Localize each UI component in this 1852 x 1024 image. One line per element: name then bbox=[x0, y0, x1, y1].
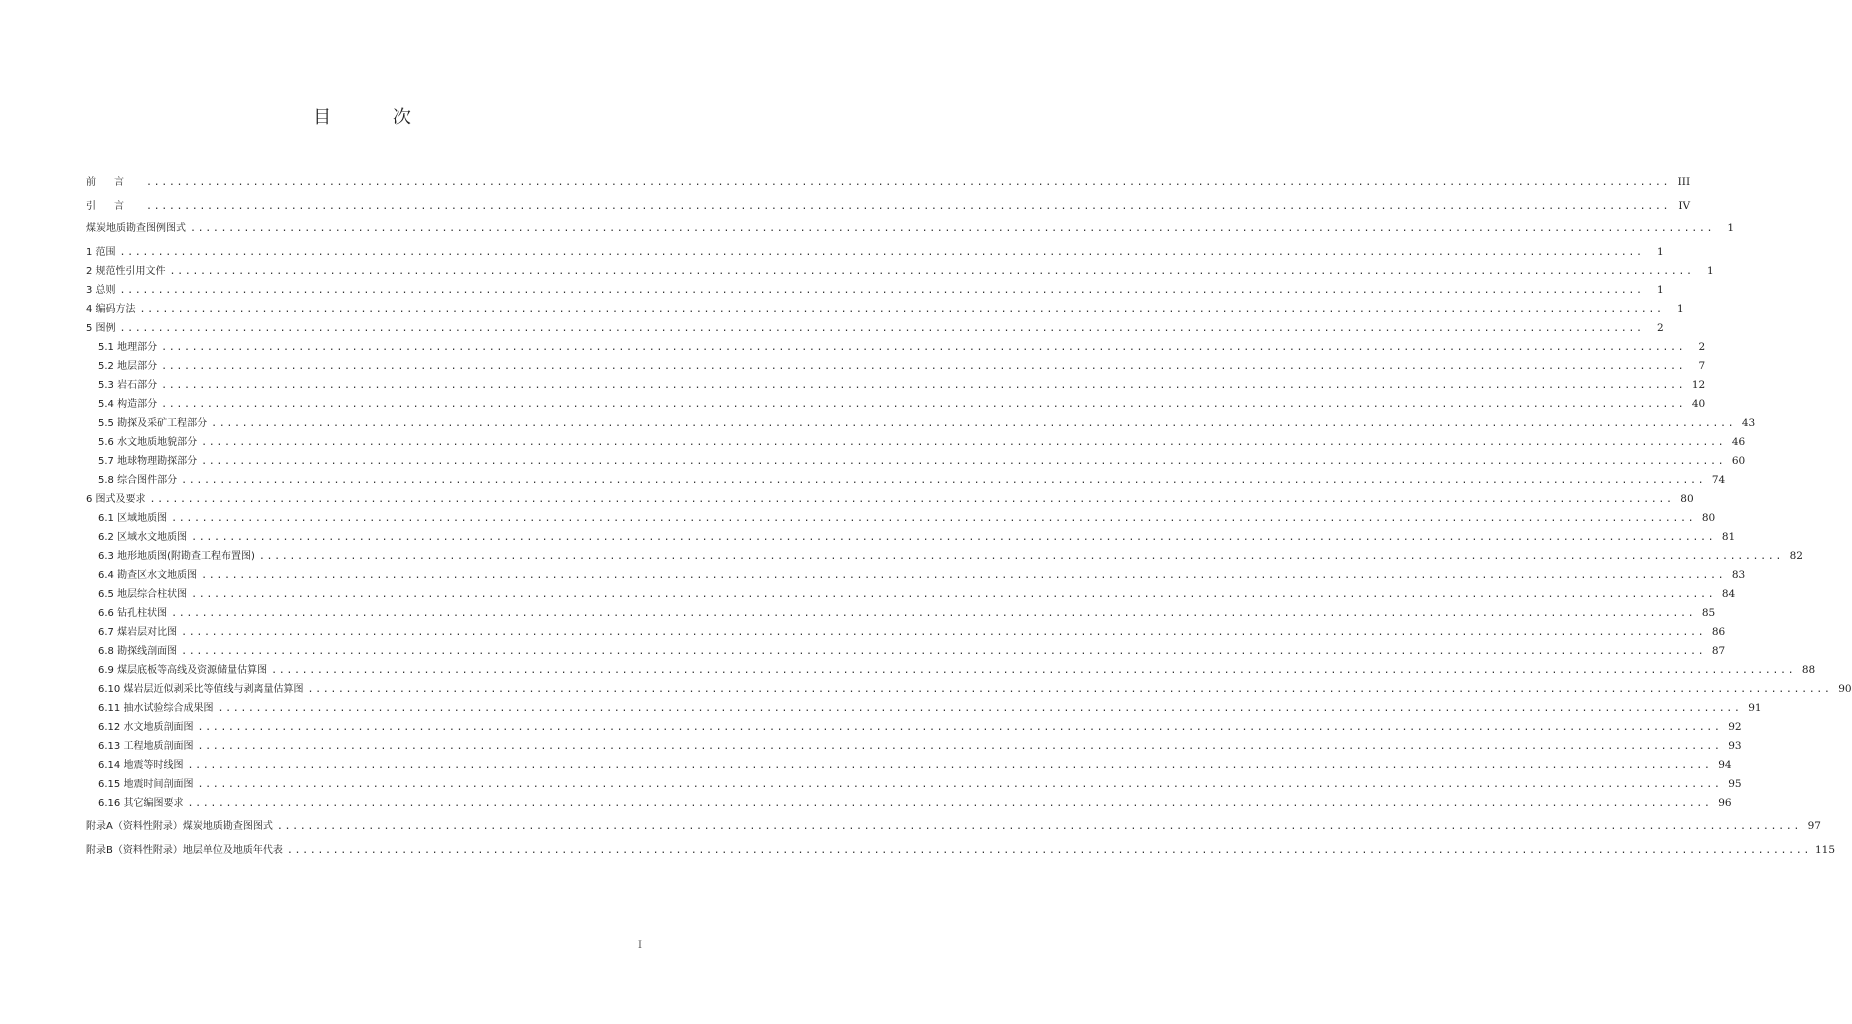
toc-entry[interactable] bbox=[86, 196, 1691, 212]
toc-entry[interactable] bbox=[86, 337, 1706, 353]
toc-entry-page: 2 bbox=[1656, 322, 1664, 334]
toc-leader-dots: ........................................................................................................................................................................................................ bbox=[181, 646, 1706, 657]
toc-entry-page: IV bbox=[1678, 200, 1691, 212]
toc-entry-page: 94 bbox=[1718, 759, 1732, 771]
toc-entry-label: 6.5 地层综合柱状图 bbox=[98, 589, 188, 600]
toc-leader-dots: ........................................................................................................................................................................................................ bbox=[187, 760, 1712, 771]
toc-entry[interactable] bbox=[86, 793, 1732, 809]
toc-entry-page: 1 bbox=[1656, 284, 1664, 296]
toc-leader-dots: ........................................................................................................................................................................................................ bbox=[169, 266, 1694, 277]
toc-entry-page: 85 bbox=[1701, 607, 1716, 619]
toc-entry-page: 60 bbox=[1731, 455, 1746, 467]
toc-entry-page: 96 bbox=[1718, 797, 1732, 809]
toc-entry-label: 3 总则 bbox=[86, 285, 116, 296]
toc-entry[interactable] bbox=[86, 527, 1736, 543]
toc-entry-page: 81 bbox=[1721, 531, 1736, 543]
toc-entry-label: 5.7 地球物理勘探部分 bbox=[98, 456, 198, 467]
toc-entry-page: 40 bbox=[1691, 398, 1706, 410]
toc-leader-dots: ........................................................................................................................................................................................................ bbox=[286, 845, 1811, 856]
toc-leader-dots: ........................................................................................................................................................................................................ bbox=[181, 627, 1706, 638]
toc-leader-dots: ........................................................................................................................................................................................................ bbox=[171, 513, 1696, 524]
toc-entry[interactable] bbox=[86, 261, 1714, 277]
toc-entry[interactable] bbox=[86, 774, 1742, 790]
toc-entry-label: 6.1 区域地质图 bbox=[98, 513, 168, 524]
toc-entry-label: 6.2 区域水文地质图 bbox=[98, 532, 188, 543]
toc-entry-label: 6.3 地形地质图(附勘查工程布置图) bbox=[98, 551, 255, 562]
toc-entry[interactable] bbox=[86, 840, 1836, 856]
page-title: 目 次 bbox=[313, 107, 439, 128]
toc-entry-label: 5.1 地理部分 bbox=[98, 342, 158, 353]
toc-entry[interactable] bbox=[86, 698, 1762, 714]
toc-entry[interactable] bbox=[86, 356, 1706, 372]
toc-entry-label: 6.15 地震时间剖面图 bbox=[98, 779, 194, 790]
toc-leader-dots: ........................................................................................................................................................................................................ bbox=[187, 798, 1712, 809]
toc-entry[interactable] bbox=[86, 470, 1726, 486]
toc-entry[interactable] bbox=[86, 755, 1732, 771]
toc-entry-page: 1 bbox=[1706, 265, 1714, 277]
toc-leader-dots: ........................................................................................................................................................................................................ bbox=[258, 551, 1783, 562]
toc-leader-dots: ........................................................................................................................................................................................................ bbox=[119, 323, 1644, 334]
toc-entry[interactable] bbox=[86, 299, 1684, 315]
toc-entry-label: 6.12 水文地质剖面图 bbox=[98, 722, 194, 733]
toc-leader-dots: ........................................................................................................................................................................................................ bbox=[161, 342, 1686, 353]
toc-entry-page: 1 bbox=[1676, 303, 1684, 315]
toc-leader-dots: ........................................................................................................................................................................................................ bbox=[146, 177, 1671, 188]
toc-entry[interactable] bbox=[86, 218, 1735, 234]
toc-entry[interactable] bbox=[86, 565, 1746, 581]
toc-leader-dots: ........................................................................................................................................................................................................ bbox=[119, 247, 1644, 258]
toc-entry-page: 93 bbox=[1728, 740, 1742, 752]
toc-entry-page: 92 bbox=[1728, 721, 1742, 733]
toc-entry-page: 91 bbox=[1748, 702, 1762, 714]
toc-entry[interactable] bbox=[86, 717, 1742, 733]
toc-entry[interactable] bbox=[86, 318, 1664, 334]
toc-leader-dots: ........................................................................................................................................................................................................ bbox=[161, 399, 1686, 410]
toc-entry-page: 90 bbox=[1838, 683, 1852, 695]
toc-entry-label: 6.6 钻孔柱状图 bbox=[98, 608, 168, 619]
toc-leader-dots: ........................................................................................................................................................................................................ bbox=[197, 741, 1722, 752]
toc-leader-dots: ........................................................................................................................................................................................................ bbox=[146, 201, 1671, 212]
toc-leader-dots: ........................................................................................................................................................................................................ bbox=[276, 821, 1801, 832]
toc-entry-page: 1 bbox=[1727, 222, 1735, 234]
toc-entry[interactable] bbox=[86, 413, 1756, 429]
toc-entry[interactable] bbox=[86, 546, 1803, 562]
toc-entry[interactable] bbox=[86, 451, 1746, 467]
toc-entry-page: 7 bbox=[1698, 360, 1706, 372]
toc-leader-dots: ........................................................................................................................................................................................................ bbox=[191, 589, 1716, 600]
toc-entry-page: 83 bbox=[1731, 569, 1746, 581]
toc-leader-dots: ........................................................................................................................................................................................................ bbox=[171, 608, 1696, 619]
toc-entry-label: 附录B（资料性附录）地层单位及地质年代表 bbox=[86, 845, 283, 856]
toc-entry-page: 84 bbox=[1721, 588, 1736, 600]
toc-entry-label: 6.13 工程地质剖面图 bbox=[98, 741, 194, 752]
toc-entry[interactable] bbox=[86, 736, 1742, 752]
toc-entry[interactable] bbox=[86, 660, 1816, 676]
footer-page-number: I bbox=[638, 940, 642, 951]
toc-entry-label: 6.16 其它编图要求 bbox=[98, 798, 184, 809]
toc-entry-page: 95 bbox=[1728, 778, 1742, 790]
toc-entry-page: 1 bbox=[1656, 246, 1664, 258]
toc-leader-dots: ........................................................................................................................................................................................................ bbox=[307, 684, 1832, 695]
toc-entry-page: 80 bbox=[1680, 493, 1694, 505]
toc-entry-page: 88 bbox=[1801, 664, 1816, 676]
toc-entry-label: 前言 bbox=[86, 177, 142, 188]
toc-entry-label: 5.3 岩石部分 bbox=[98, 380, 158, 391]
toc-entry-page: 12 bbox=[1691, 379, 1706, 391]
toc-leader-dots: ........................................................................................................................................................................................................ bbox=[197, 779, 1722, 790]
toc-entry-page: 87 bbox=[1711, 645, 1726, 657]
toc-leader-dots: ........................................................................................................................................................................................................ bbox=[217, 703, 1742, 714]
toc-entry[interactable] bbox=[86, 394, 1706, 410]
toc-entry[interactable] bbox=[86, 280, 1664, 296]
toc-entry[interactable] bbox=[86, 622, 1726, 638]
toc-entry[interactable] bbox=[86, 679, 1852, 695]
toc-leader-dots: ........................................................................................................................................................................................................ bbox=[149, 494, 1674, 505]
toc-entry[interactable] bbox=[86, 584, 1736, 600]
toc-entry-page: 115 bbox=[1814, 844, 1836, 856]
toc-entry-page: 43 bbox=[1741, 417, 1756, 429]
toc-leader-dots: ........................................................................................................................................................................................................ bbox=[139, 304, 1664, 315]
toc-entry-label: 5.8 综合图件部分 bbox=[98, 475, 178, 486]
toc-leader-dots: ........................................................................................................................................................................................................ bbox=[201, 437, 1726, 448]
toc-entry-label: 1 范围 bbox=[86, 247, 116, 258]
toc-entry-label: 5 图例 bbox=[86, 323, 116, 334]
toc-entry[interactable] bbox=[86, 641, 1726, 657]
toc-entry-label: 2 规范性引用文件 bbox=[86, 266, 166, 277]
toc-entry-label: 6.11 抽水试验综合成果图 bbox=[98, 703, 214, 714]
toc-entry[interactable] bbox=[86, 432, 1746, 448]
toc-entry-label: 引言 bbox=[86, 201, 142, 212]
toc-entry-page: 46 bbox=[1731, 436, 1746, 448]
toc-entry-page: 86 bbox=[1711, 626, 1726, 638]
toc-entry-page: 97 bbox=[1807, 820, 1821, 832]
toc-entry-label: 6.8 勘探线剖面图 bbox=[98, 646, 178, 657]
toc-entry-label: 6 图式及要求 bbox=[86, 494, 146, 505]
toc-entry-page: 74 bbox=[1711, 474, 1726, 486]
toc-entry-label: 6.14 地震等时线图 bbox=[98, 760, 184, 771]
toc-entry-label: 5.2 地层部分 bbox=[98, 361, 158, 372]
toc-entry-label: 6.4 勘查区水文地质图 bbox=[98, 570, 198, 581]
toc-entry-label: 煤炭地质勘查图例图式 bbox=[86, 223, 186, 234]
toc-leader-dots: ........................................................................................................................................................................................................ bbox=[201, 456, 1726, 467]
toc-entry-page: III bbox=[1677, 176, 1691, 188]
toc-leader-dots: ........................................................................................................................................................................................................ bbox=[191, 532, 1716, 543]
toc-entry-page: 80 bbox=[1701, 512, 1716, 524]
toc-entry-label: 6.7 煤岩层对比图 bbox=[98, 627, 178, 638]
toc-entry[interactable] bbox=[86, 242, 1664, 258]
toc-entry[interactable] bbox=[86, 375, 1706, 391]
toc-leader-dots: ........................................................................................................................................................................................................ bbox=[161, 380, 1686, 391]
toc-leader-dots: ........................................................................................................................................................................................................ bbox=[181, 475, 1706, 486]
toc-entry-label: 4 编码方法 bbox=[86, 304, 136, 315]
toc-entry[interactable] bbox=[86, 489, 1694, 505]
toc-entry-label: 5.6 水文地质地貌部分 bbox=[98, 437, 198, 448]
toc-leader-dots: ........................................................................................................................................................................................................ bbox=[190, 223, 1715, 234]
toc-entry[interactable] bbox=[86, 508, 1716, 524]
toc-leader-dots: ........................................................................................................................................................................................................ bbox=[161, 361, 1686, 372]
toc-leader-dots: ........................................................................................................................................................................................................ bbox=[211, 418, 1736, 429]
toc-entry-label: 6.9 煤层底板等高线及资源储量估算图 bbox=[98, 665, 268, 676]
toc-entry-page: 2 bbox=[1698, 341, 1706, 353]
toc-leader-dots: ........................................................................................................................................................................................................ bbox=[119, 285, 1644, 296]
toc-entry-page: 82 bbox=[1789, 550, 1803, 562]
toc-entry[interactable] bbox=[86, 603, 1716, 619]
toc-entry[interactable] bbox=[86, 816, 1821, 832]
toc-entry[interactable] bbox=[86, 172, 1691, 188]
toc-entry-label: 5.4 构造部分 bbox=[98, 399, 158, 410]
toc-leader-dots: ........................................................................................................................................................................................................ bbox=[197, 722, 1722, 733]
toc-entry-label: 5.5 勘探及采矿工程部分 bbox=[98, 418, 208, 429]
toc-entry-label: 6.10 煤岩层近似剥采比等值线与剥离量估算图 bbox=[98, 684, 304, 695]
toc-leader-dots: ........................................................................................................................................................................................................ bbox=[201, 570, 1726, 581]
toc-entry-label: 附录A（资料性附录）煤炭地质勘查图图式 bbox=[86, 821, 273, 832]
toc-leader-dots: ........................................................................................................................................................................................................ bbox=[271, 665, 1796, 676]
